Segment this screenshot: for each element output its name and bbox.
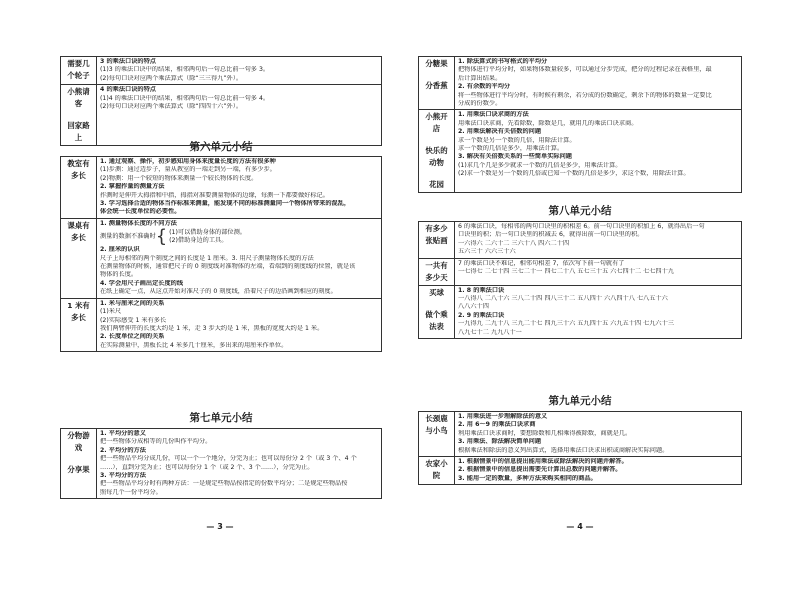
row-label: 教室有多长 xyxy=(67,159,90,180)
row-content-cell xyxy=(455,457,742,485)
unit6-title: 第六单元小结 xyxy=(189,141,253,153)
table-row xyxy=(419,258,742,285)
row-label: 课桌有多长 xyxy=(67,220,90,242)
row-label: 做个乘法表 xyxy=(425,309,448,331)
row-content-cell xyxy=(455,57,742,110)
row-label: 分糖果 xyxy=(425,59,448,68)
content-line: 用乘法口诀求商，先看除数，除数是几，就用几的乘法口诀求商。 xyxy=(458,119,638,127)
content-line xyxy=(100,228,378,246)
row-content-cell xyxy=(97,57,382,85)
unit7-table-right xyxy=(418,56,742,193)
unit8-table xyxy=(418,221,742,339)
unit7-title-left: 第七单元小结 xyxy=(189,412,253,424)
row-label-cell xyxy=(419,412,455,457)
row-label: 长颈鹿与小鸟 xyxy=(425,414,448,435)
row-label: 花园 xyxy=(429,180,444,190)
page-right xyxy=(400,0,800,589)
content-heading: 1. 根据情景中的信息提出能用乘法或除法解决的问题并解答。 xyxy=(458,458,628,466)
brace-option: (2)借助身边的工具。 xyxy=(169,237,228,245)
content-line: 八九七十二 九九八十一 xyxy=(458,328,522,336)
content-heading: 2. 长度单位之间的关系 xyxy=(100,333,165,341)
row-label: 需要几个轮子 xyxy=(67,59,90,80)
content-heading: 3. 能用一定的数量，多种方法来购买相同的商品。 xyxy=(458,474,597,482)
content-heading: 体会统一长度单位的必要性。 xyxy=(100,208,181,216)
content-line: 拃测时是伸开大拇指和中指，拇指对准要测量物体的边缘，每测一下都要做好标记。 xyxy=(100,191,329,199)
content-line: 求一个数是另一个数的几倍，用除法计算。 xyxy=(458,136,576,144)
content-line: 根据乘法和除法的意义列出算式，选择用乘法口诀求出积或商解决实际问题。 xyxy=(458,446,669,454)
table-row xyxy=(61,85,382,146)
row-label-cell xyxy=(61,429,97,499)
content-line: 6 的乘法口诀，每相邻的两句口诀里的积相差 6。前一句口诀里的积加上 6，就得出后一句 xyxy=(458,223,705,230)
row-content-cell xyxy=(97,429,382,499)
content-line: 7 的乘法口诀不难记，相邻句相差 7，依次写下前一句就有了 xyxy=(458,259,625,267)
content-line: 一六得六 二六十二 三六十八 四六二十四 xyxy=(458,239,570,247)
page-number-left: — 3 — xyxy=(206,522,234,531)
row-label: 分享果 xyxy=(67,465,90,474)
row-label-cell xyxy=(419,457,455,485)
row-label: 回家路上 xyxy=(67,121,90,143)
content-heading: 2. 9 的乘法口诀 xyxy=(458,311,505,319)
content-heading: 3. 解决有关倍数关系的一些简单实际问题 xyxy=(458,153,572,161)
row-label: 买球 xyxy=(429,287,444,297)
table-row xyxy=(61,429,382,499)
row-label-cell xyxy=(61,57,97,85)
content-line: 把物体进行平均分时，如果物体数量较多，可以通过分步完成，把分的过程记录在表格里，最 xyxy=(458,66,712,74)
content-line: (2)每句口诀对应两个乘法算式（除“四四十六”外）。 xyxy=(100,103,243,111)
content-heading: 1. 通过观察、操作，初步感知用身体来度量长度的方法有很多种 xyxy=(100,158,276,165)
content-line: 把一些物体分成相等的几份叫作平均分。 xyxy=(100,438,212,446)
table-row xyxy=(61,298,382,351)
content-heading: 3 的乘法口诀的特点 xyxy=(100,58,156,65)
unit7-table-left xyxy=(60,428,382,499)
content-line: 物体的长度。 xyxy=(100,271,138,279)
content-heading: 1. 用乘法进一步理解除法的意义 xyxy=(458,413,548,420)
content-line: ……），直到分完为止；也可以每份分 1 个（或 2 个、3 个……），分完为止。 xyxy=(100,463,314,471)
content-line: 求一个数的几倍是多少，用乘法计算。 xyxy=(458,145,564,153)
row-label: 一共有多少天 xyxy=(425,260,448,282)
content-line: 一九得九 二九十八 三九二十七 四九三十六 五九四十五 六九五十四 七九六十三 xyxy=(458,320,674,328)
content-heading: 2. 用乘法解决有关倍数的问题 xyxy=(458,128,542,136)
unit9-title: 第九单元小结 xyxy=(548,395,612,407)
content-line: (1)步测：通过迈步子，量从教室的一端走到另一端，有多少步。 xyxy=(100,166,276,174)
table-row xyxy=(61,57,382,85)
content-heading: 2. 根据情景中的信息提出需要先计算出总数的问题并解答。 xyxy=(458,466,622,474)
content-line: (2)求一个数是另一个数的几倍或已知一个数的几倍是多少，求这个数，用除法计算。 xyxy=(458,170,690,178)
row-label: 快乐的动物 xyxy=(425,146,448,168)
content-line: (2)物测：用一个较短的物体来测量一个较长物体的长度。 xyxy=(100,174,258,182)
content-heading: 3. 学习选择合适的物体当作标准来测量，能发现不同的标准测量同一个物体所带来的混乱， xyxy=(100,200,351,208)
row-label: 1 米有多长 xyxy=(67,300,90,322)
brace-icon: { xyxy=(155,228,168,247)
content-line: 尺子上每相邻的两个刻度之间的长度是 1 厘米。3. 用尺子测量物体长度的方法 xyxy=(100,254,314,262)
content-line: 一八得八 二八十六 三八二十四 四八三十二 五八四十 六八四十八 七八五十六 xyxy=(458,295,668,303)
content-line: (2)每句口诀对应两个乘法算式（除“三三得九”外）。 xyxy=(100,74,243,82)
page-number-right: — 4 — xyxy=(566,522,594,531)
content-line: 利用乘法口诀求商时，要想除数和几相乘得被除数，商就是几。 xyxy=(458,429,632,437)
row-label: 分物游戏 xyxy=(67,431,90,452)
content-line: 在测量物体的时候，通常把尺子的 0 刻度线对准物体的左端，看端到的刻度线的位置，就是该 xyxy=(100,263,356,271)
content-line: 将一些物体进行平均分时，有时候有剩余，若分成的份数确定，剩余下的物体的数量一定要比 xyxy=(458,91,712,99)
content-heading: 2. 厘米的认识 xyxy=(100,246,140,254)
brace-options xyxy=(169,229,246,246)
content-heading: 3. 平均分的方法 xyxy=(100,472,146,480)
content-line: 八八六十四 xyxy=(458,303,489,311)
content-line: 照每几个一份平均分。 xyxy=(100,488,162,496)
content-line: 五六三十 六六三十六 xyxy=(458,248,516,256)
content-line: 把一些物品平均分时有两种方法：一是规定些物品按指定的份数平均分；二是规定些物品按 xyxy=(100,480,348,488)
row-label: 有多少张贴画 xyxy=(425,224,448,245)
content-line: (2)实际感受 1 米有多长 xyxy=(100,316,167,324)
content-heading: 1. 除法算式的书写格式的平均分 xyxy=(458,58,548,65)
row-content-cell xyxy=(455,222,742,259)
table-row xyxy=(419,110,742,193)
content-line: 把一些物品平均分成几份，可以一个一个地分，分完为止；也可以每份分 2 个（或 3 个、4 个 xyxy=(100,455,357,463)
row-label: 农家小院 xyxy=(425,459,448,481)
table-row xyxy=(419,222,742,259)
content-heading: 1. 8 的乘法口诀 xyxy=(458,286,505,294)
row-content-cell xyxy=(455,285,742,338)
content-heading: 1. 测量物体长度的不同方法 xyxy=(100,219,177,227)
content-line: (1)求几个几是多少就求一个数的几倍是多少，用乘法计算。 xyxy=(458,161,622,169)
row-label: 小熊开店 xyxy=(425,112,448,134)
table-row xyxy=(419,285,742,338)
content-line: (1)米尺 xyxy=(100,308,122,316)
table-row xyxy=(419,57,742,110)
table-row xyxy=(419,412,742,457)
row-label-cell xyxy=(61,157,97,219)
row-content-cell xyxy=(97,85,382,146)
row-label-cell xyxy=(419,57,455,110)
unit6-table xyxy=(60,156,382,352)
row-content-cell xyxy=(455,412,742,457)
content-heading: 1. 用乘法口诀求商的方法 xyxy=(458,111,529,119)
content-line: 后计算出结果。 xyxy=(458,74,502,82)
row-label-cell xyxy=(419,110,455,193)
row-content-cell xyxy=(97,218,382,298)
content-line: (1)4 的乘法口诀中的结果，相邻两句后一句总比前一句多 4。 xyxy=(100,94,270,102)
table-row xyxy=(61,157,382,219)
content-heading: 4. 学会用尺子画出定长度的线 xyxy=(100,279,184,287)
row-label-cell xyxy=(61,298,97,351)
content-line: (1)3 的乘法口诀中的结果，相邻两句后一句总比前一句多 3。 xyxy=(100,66,270,74)
content-heading: 2. 掌握拃量的测量方法 xyxy=(100,183,165,191)
content-heading: 1. 平均分的意义 xyxy=(100,430,146,437)
row-content-cell xyxy=(97,298,382,351)
row-label-cell xyxy=(419,285,455,338)
row-content-cell xyxy=(455,258,742,285)
content-heading: 4 的乘法口诀的特点 xyxy=(100,86,156,94)
unit8-title: 第八单元小结 xyxy=(548,205,612,217)
content-line: 口诀里的积；后一句口诀里的积减去 6，就得出前一句口诀里的积。 xyxy=(458,231,644,239)
content-line: 在实际测量中，黑板长比 4 米多几十厘米，多出来的用厘米作单位。 xyxy=(100,341,288,349)
content-line: 一七得七 二七十四 三七二十一 四七二十八 五七三十五 六七四十二 七七四十九 xyxy=(458,268,674,276)
content-heading: 2. 用 6～9 的乘法口诀求商 xyxy=(458,421,536,429)
content-line: 分成的份数少。 xyxy=(458,100,502,108)
table-row xyxy=(419,457,742,485)
row-label-cell xyxy=(61,85,97,146)
content-line: 在纸上确定一点，从这点开始对准尺子的 0 刻度线，沿着尺子的边沿画到相应的刻度。 xyxy=(100,288,337,296)
content-heading: 2. 平均分的方法 xyxy=(100,446,146,454)
row-content-cell xyxy=(97,157,382,219)
row-content-cell xyxy=(455,110,742,193)
brace-prefix: 测量的数据不准确时 xyxy=(100,233,156,241)
row-label-cell xyxy=(419,222,455,259)
row-label: 小熊请客 xyxy=(67,87,90,109)
row-label-cell xyxy=(419,258,455,285)
brace-option: (1)可以借助身体的部位测。 xyxy=(169,228,246,236)
table-row xyxy=(61,218,382,298)
content-heading: 3. 用乘法、除法解决简单问题 xyxy=(458,438,542,446)
unit9-table xyxy=(418,411,742,485)
row-label-cell xyxy=(61,218,97,298)
content-heading: 1. 米与厘米之间的关系 xyxy=(100,299,165,307)
content-line: 我们两臂伸开的长度大约是 1 米，走 3 步大约是 1 米，黑板的宽度大约是 1 米。 xyxy=(100,324,324,332)
content-heading: 2. 有余数的平均分 xyxy=(458,83,511,91)
unit5-table xyxy=(60,56,382,146)
row-label: 分香蕉 xyxy=(425,81,448,90)
